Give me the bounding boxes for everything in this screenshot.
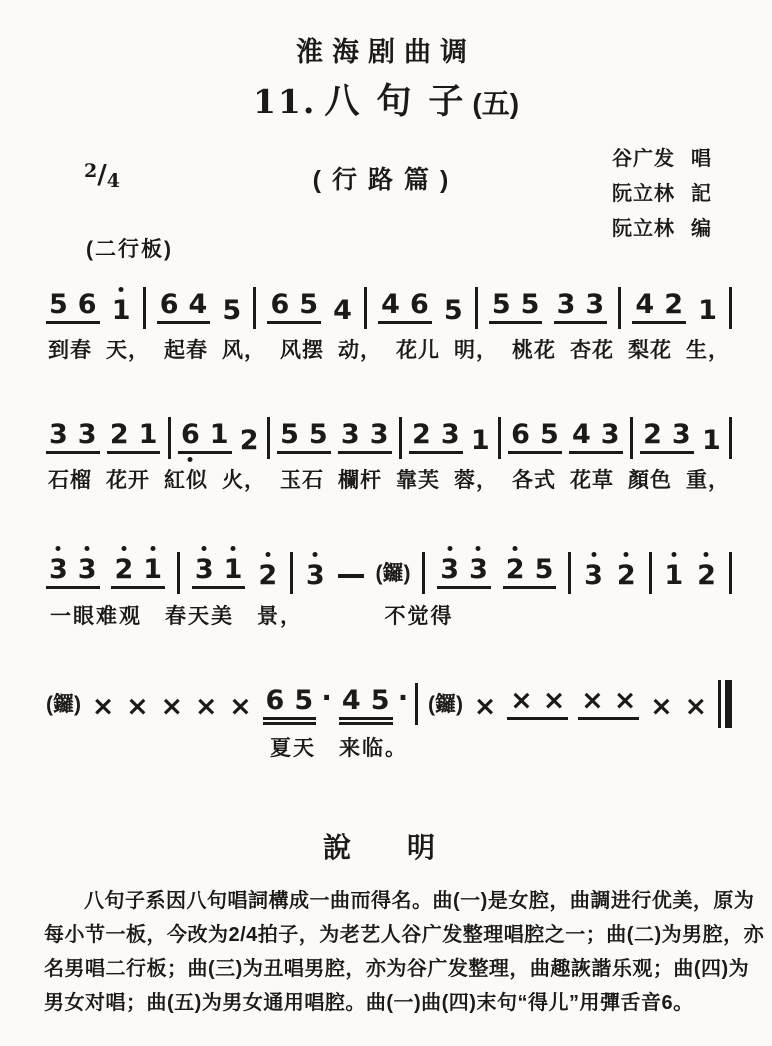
lyric-chunk: 石榴 (48, 469, 92, 492)
dot-after-note: · (398, 679, 410, 717)
final-barline-thin (718, 680, 721, 728)
dash-note (338, 574, 364, 578)
beamed-note-group (46, 556, 100, 589)
barline (267, 417, 270, 459)
note-digit: 2 (616, 562, 637, 589)
credit-role: 编 (691, 218, 712, 240)
octave-dot (476, 546, 481, 551)
note-digit: 1 (223, 556, 244, 583)
series-title: 淮海剧曲调 (296, 37, 476, 67)
note-digit: 3 (585, 289, 605, 320)
octave-dot (447, 546, 452, 551)
percussion-stroke: × (91, 691, 115, 722)
beamed-note-group (554, 291, 608, 324)
lyric-chunk: 明， (454, 339, 498, 362)
lyric-chunk: 桃花 (512, 339, 556, 362)
piece-name: 八句子 (324, 82, 481, 121)
percussion-stroke: × (684, 691, 708, 722)
notes-paragraph-line: 每小节一板，今改为2/4拍子，为老艺人谷广发整理唱腔之一；曲(二)为男腔，亦 (44, 924, 765, 946)
beamed-note-group (46, 421, 100, 454)
lyric-chunk: 杏花 (570, 339, 614, 362)
beamed-note-group (107, 421, 161, 454)
note-digit: 6 (180, 421, 201, 448)
note-digit: 3 (305, 562, 326, 589)
lyrics-line-4: 夏天 来临。 (270, 737, 408, 760)
dot-after-note: · (321, 679, 334, 717)
note-digit: 5 (370, 685, 390, 716)
lyric-chunk: 顏色 (628, 469, 672, 492)
percussion-stroke: × (473, 691, 497, 722)
final-barline-thick (725, 680, 732, 728)
note-digit: 3 (583, 562, 604, 589)
note-digit: 5 (534, 554, 554, 585)
note-digit: 1 (209, 419, 229, 450)
note-digit: 5 (520, 289, 540, 320)
note-digit: 1 (663, 562, 684, 589)
beamed-note-group (263, 687, 317, 720)
note-digit: 5 (294, 685, 314, 716)
note-digit: 3 (77, 419, 97, 450)
credit-name: 阮立林 (612, 218, 675, 240)
note-digit: 2 (696, 562, 717, 589)
barline (422, 552, 425, 594)
lyric-chunk: 生， (686, 339, 730, 362)
notes-paragraph-line: 名男唱二行板；曲(三)为丑唱男腔，亦为谷广发整理，曲趣詼諧乐观；曲(四)为 (44, 958, 750, 980)
barline (168, 417, 171, 459)
beamed-note-group (503, 556, 557, 589)
note-digit: 3 (440, 419, 460, 450)
octave-dot (591, 552, 596, 557)
barline (475, 287, 478, 329)
percussion-stroke: × (542, 685, 566, 716)
note-digit: 2 (664, 289, 683, 320)
gong-mark: (鑼) (375, 562, 411, 585)
note-digit: 3 (369, 419, 389, 450)
note-digit: 6 (511, 419, 530, 450)
beamed-note-group (157, 291, 211, 324)
octave-dot (704, 552, 709, 557)
barline (415, 683, 418, 725)
notes-paragraph (44, 884, 765, 1020)
lyrics-line-2 (48, 464, 730, 494)
beamed-note-group (192, 556, 246, 589)
note-digit: 2 (412, 419, 431, 450)
octave-dot (671, 552, 676, 557)
lyric-chunk: 梨花 (628, 339, 672, 362)
octave-dot (313, 552, 318, 557)
note-digit: 1 (470, 425, 490, 456)
octave-dot (624, 552, 629, 557)
percussion-stroke: × (613, 685, 637, 716)
note-digit: 2 (257, 562, 278, 589)
note-digit: 5 (443, 295, 463, 326)
note-digit: 3 (556, 289, 576, 320)
note-digit: 5 (222, 295, 242, 326)
lyric-chunk: 各式 (512, 469, 556, 492)
beamed-note-group (277, 421, 331, 454)
beamed-note-group (338, 421, 392, 454)
percussion-stroke: × (160, 691, 184, 722)
note-digit: 5 (539, 419, 559, 450)
beamed-note-group (578, 687, 639, 720)
notes-heading: 說 明 (322, 832, 449, 863)
tempo-marking: (二行板) (86, 238, 173, 261)
beamed-note-group (508, 421, 562, 454)
lyric-chunk: 玉石 (280, 469, 324, 492)
notation-line-3 (46, 537, 732, 589)
lyric-chunk: 靠芙 (396, 469, 440, 492)
beamed-note-group (178, 421, 232, 454)
octave-dot (202, 546, 207, 551)
beamed-note-group (339, 687, 393, 720)
lyric-chunk: 花草 (570, 469, 614, 492)
note-digit: 5 (491, 289, 511, 320)
note-digit: 1 (111, 297, 132, 324)
beamed-note-group (632, 291, 686, 324)
note-digit: 5 (308, 419, 328, 450)
lyric-chunk: 风摆 (280, 339, 324, 362)
lyric-chunk: 花开 (106, 469, 150, 492)
octave-dot (188, 457, 193, 462)
credit-role: 記 (691, 183, 712, 205)
gong-mark: (鑼) (428, 693, 464, 716)
note-digit: 1 (138, 419, 158, 450)
note-digit: 3 (468, 556, 489, 583)
credit-name: 谷广发 (612, 148, 675, 170)
note-digit: 4 (333, 295, 352, 326)
note-digit: 5 (280, 419, 299, 450)
note-digit: 3 (194, 556, 215, 583)
note-digit: 6 (159, 289, 179, 320)
lyric-chunk: 起春 (164, 339, 208, 362)
note-digit: 4 (381, 289, 400, 320)
notes-paragraph-line: 八句子系因八句唱詞構成一曲而得名。曲(一)是女腔，曲調进行优美，原为 (84, 890, 755, 912)
barline (568, 552, 571, 594)
note-digit: 6 (270, 289, 290, 320)
note-digit: 2 (643, 419, 662, 450)
note-digit: 4 (341, 685, 361, 716)
note-digit: 3 (600, 419, 620, 450)
barline (143, 287, 146, 329)
barline (253, 287, 256, 329)
barline (498, 417, 501, 459)
notation-line-4 (46, 668, 732, 720)
beamed-note-group (378, 291, 432, 324)
lyric-chunk: 重， (686, 469, 730, 492)
credit-name: 阮立林 (612, 183, 675, 205)
note-digit: 2 (109, 419, 129, 450)
credit-role: 唱 (691, 148, 712, 170)
note-digit: 2 (505, 556, 526, 583)
note-digit: 2 (113, 556, 134, 583)
credit-arranger (612, 212, 712, 247)
lyric-chunk: 紅似 (164, 469, 208, 492)
credits-block (612, 142, 712, 247)
credit-transcriber (612, 177, 712, 212)
time-signature-numerator: 2 (84, 160, 98, 182)
note-digit: 6 (409, 289, 429, 320)
piece-number: 11. (252, 82, 317, 121)
note-digit: 4 (188, 289, 208, 320)
lyric-chunk: 蓉， (454, 469, 498, 492)
time-signature-slash: / (97, 160, 107, 190)
beamed-note-group (111, 556, 165, 589)
barline (729, 552, 732, 594)
percussion-stroke: × (650, 691, 673, 722)
barline (630, 417, 633, 459)
note-digit: 6 (265, 685, 285, 716)
note-digit: 1 (698, 295, 717, 326)
beamed-note-group (46, 291, 100, 324)
lyrics-line-3: 一眼难观 春天美 景， 不觉得 (50, 605, 454, 628)
octave-dot (85, 546, 90, 551)
barline (177, 552, 180, 594)
barline (729, 287, 732, 329)
barline (729, 417, 732, 459)
beamed-note-group (267, 291, 321, 324)
note-digit: 3 (77, 556, 98, 583)
note-digit: 4 (572, 419, 591, 450)
beamed-note-group (569, 421, 623, 454)
barline (618, 287, 621, 329)
beamed-note-group (489, 291, 543, 324)
notation-line-2 (46, 402, 732, 454)
note-digit: 3 (48, 556, 69, 583)
octave-dot (121, 546, 126, 551)
piece-variant: (五) (472, 88, 520, 119)
note-digit: 4 (635, 289, 655, 320)
time-signature-denominator: 4 (106, 170, 120, 192)
beamed-note-group (507, 687, 568, 720)
percussion-stroke: × (194, 691, 218, 722)
percussion-stroke: × (581, 685, 604, 716)
section-title: (行路篇) (312, 166, 460, 194)
octave-dot (513, 546, 518, 551)
note-digit: 6 (77, 289, 97, 320)
octave-dot (231, 546, 236, 551)
lyric-chunk: 天， (106, 339, 150, 362)
barline (364, 287, 367, 329)
note-digit: 3 (671, 419, 691, 450)
barline (399, 417, 402, 459)
octave-dot (150, 546, 155, 551)
lyrics-line-1 (48, 334, 730, 364)
percussion-stroke: × (510, 685, 533, 716)
octave-dot (56, 546, 61, 551)
lyric-chunk: 风， (222, 339, 266, 362)
note-digit: 1 (701, 425, 721, 456)
octave-dot (265, 552, 270, 557)
notation-line-1 (46, 272, 732, 324)
note-digit: 1 (142, 556, 163, 583)
credit-singer (612, 142, 712, 177)
lyric-chunk: 欄杆 (338, 469, 382, 492)
barline (290, 552, 293, 594)
note-digit: 5 (49, 289, 68, 320)
final-barline (718, 680, 732, 728)
barline (649, 552, 652, 594)
note-digit: 5 (299, 289, 319, 320)
note-digit: 3 (439, 556, 460, 583)
note-digit: 2 (239, 425, 259, 456)
beamed-note-group (437, 556, 491, 589)
lyric-chunk: 动， (338, 339, 382, 362)
gong-mark: (鑼) (46, 693, 81, 716)
lyric-chunk: 花儿 (396, 339, 440, 362)
percussion-stroke: × (126, 691, 149, 722)
note-digit: 3 (340, 419, 360, 450)
note-digit: 3 (49, 419, 68, 450)
lyric-chunk: 到春 (48, 339, 92, 362)
piece-title (0, 74, 772, 124)
beamed-note-group (640, 421, 694, 454)
beamed-note-group (409, 421, 463, 454)
percussion-stroke: × (229, 691, 252, 722)
octave-dot (119, 287, 124, 292)
notes-paragraph-line: 男女对唱；曲(五)为男女通用唱腔。曲(一)曲(四)末句“得儿”用彈舌音6。 (44, 992, 694, 1014)
lyric-chunk: 火， (222, 469, 266, 492)
